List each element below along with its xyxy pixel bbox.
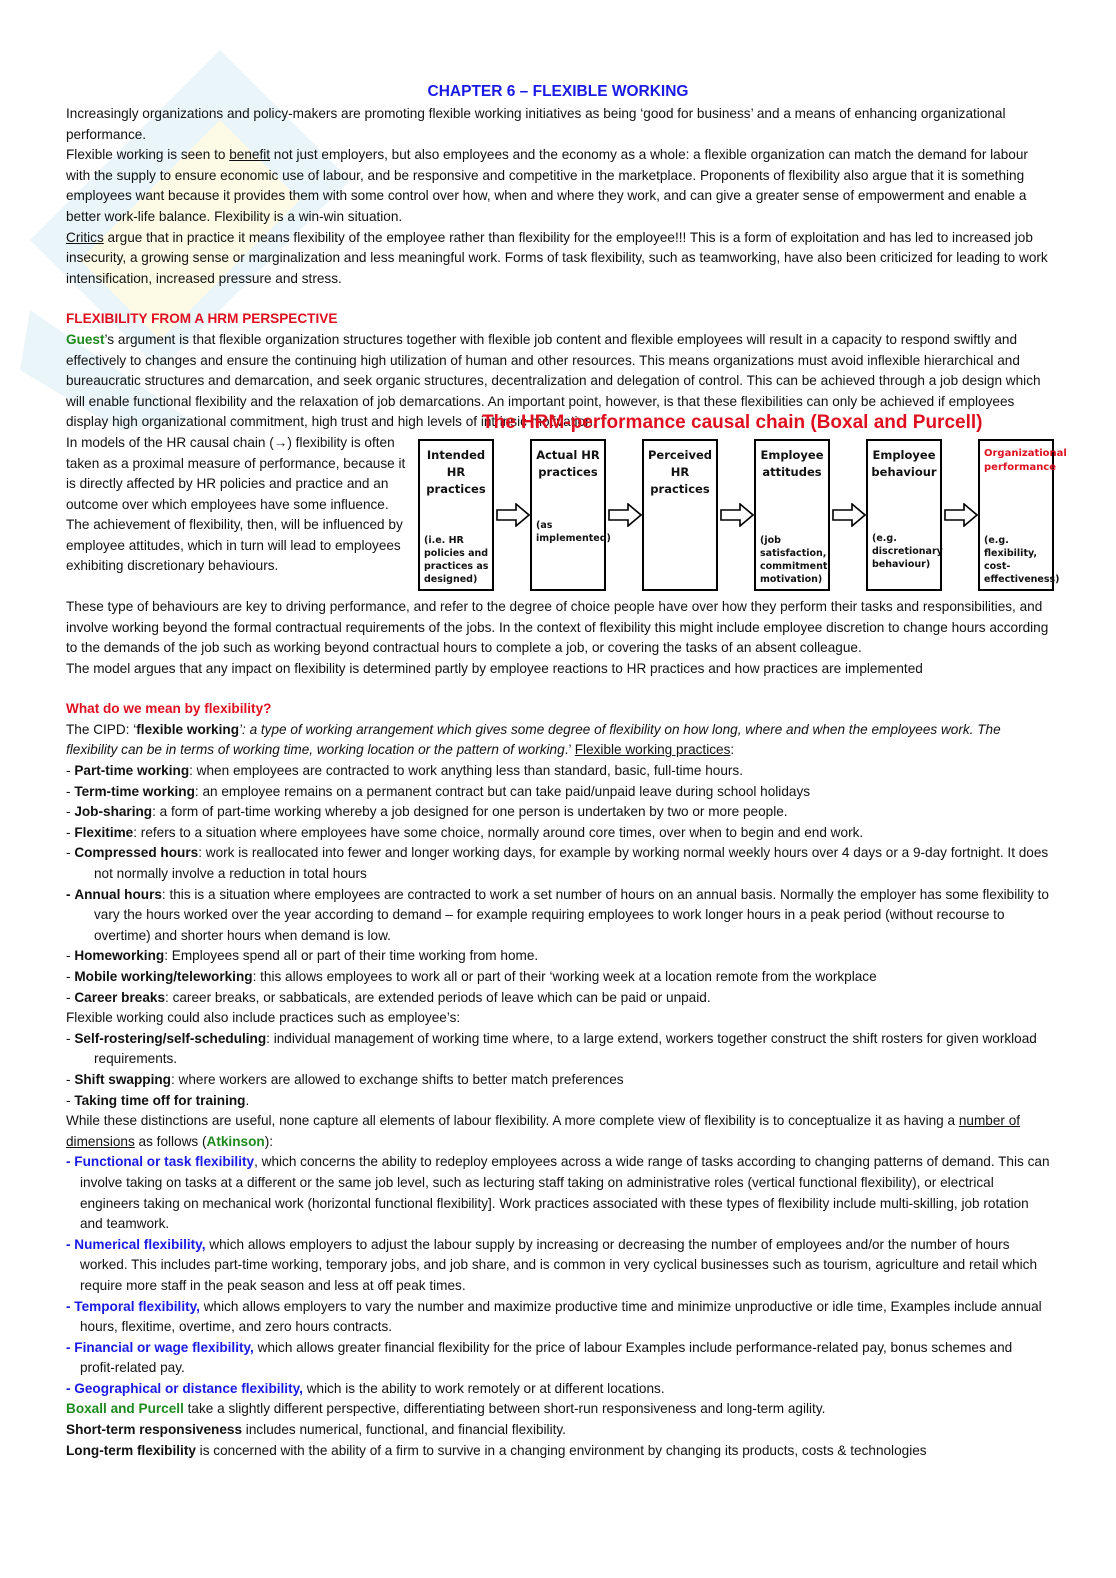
boxall-purcell-author: Boxall and Purcell bbox=[66, 1401, 184, 1417]
hrm-paragraph-2: These type of behaviours are key to driving performance, and refer to the degree of choice people have over how they perform their tasks and responsibilities, and involve working beyond the formal contractual requirements of the jobs. In the context of flexibility this might include employee discretion to change hours according to the demands of the job such as working beyond contractual hours to complete a job, or covering the tasks of an absent colleague. bbox=[66, 598, 1049, 656]
hrm-paragraph-3: The model argues that any impact on flexibility is determined partly by employee reactions to HR practices and how practices are implemented bbox=[66, 660, 923, 676]
chain-box-employee-attitudes: Employee attitudes (job satisfaction, commitment motivation) bbox=[754, 439, 830, 591]
list-item: - Annual hours: this is a situation where employees are contracted to work a set number of hours on an annual basis. Normally the employer has some flexibility to vary the hours worked over the year according to demand – for example requiring employees to work longer hours in a peak period (without recourse to overtime) and shorter hours when demand is low. bbox=[66, 886, 1049, 943]
guest-author: Guest bbox=[66, 331, 105, 347]
list-item: - Shift swapping: where workers are allowed to exchange shifts to better match preferences bbox=[66, 1071, 624, 1087]
chain-box-employee-behaviour: Employee behaviour (e.g. discretionary behaviour) bbox=[866, 439, 942, 591]
short-term-text: Short-term responsiveness includes numerical, functional, and financial flexibility. bbox=[66, 1422, 566, 1438]
chain-arrow-icon bbox=[496, 503, 530, 527]
dimensions-intro: While these distinctions are useful, none capture all elements of labour flexibility. A more complete view of flexibility is to conceptualize it as having a number of dimensions as follows (Atkinson): bbox=[66, 1113, 1021, 1149]
boxall-purcell-text: Boxall and Purcell take a slightly different perspective, differentiating between short-run responsiveness and long-term agility. bbox=[66, 1401, 826, 1417]
also-include-text: Flexible working could also include practices such as employee’s: bbox=[66, 1010, 461, 1026]
causal-chain-figure bbox=[416, 411, 1067, 603]
list-item: - Compressed hours: work is reallocated into fewer and longer working days, for example by working normal weekly hours over 4 days or a 9-day fortnight. It does not normally involve a reduction in total hours bbox=[66, 845, 1049, 882]
document-page bbox=[66, 82, 1067, 1461]
flexibility-meaning-heading: What do we mean by flexibility? bbox=[66, 701, 272, 717]
chain-title: The HRM-performance causal chain (Boxal and Purcell) bbox=[482, 411, 983, 433]
dimension-item: - Financial or wage flexibility, which allows greater financial flexibility for the price of labour Examples include performance-related pay, bonus schemes and profit-related pay. bbox=[66, 1339, 1013, 1376]
intro-paragraph-2: Flexible working is seen to benefit not just employers, but also employees and the economy as a whole: a flexible organization can match the demand for labour with the supply to ensure economic use of labour, and be responsive and competitive in the marketplace. Proponents of flexibility also argue that it is something employees want because it provides them with some control over how, when and where they work, and can give a greater sense of empowerment and enable a better work-life balance. Flexibility is a win-win situation. bbox=[66, 147, 1028, 224]
list-item: - Term-time working: an employee remains on a permanent contract but can take paid/unpaid leave during school holidays bbox=[66, 783, 811, 799]
list-item: - Homeworking: Employees spend all or part of their time working from home. bbox=[66, 948, 539, 964]
dimension-item: - Temporal flexibility, which allows employers to vary the number and maximize productive time and minimize unproductive or idle time, Examples include annual hours, flexitime, overtime, and zero hours contracts. bbox=[66, 1298, 1042, 1335]
list-item: - Job-sharing: a form of part-time working whereby a job designed for one person is undertaken by two or more people. bbox=[66, 804, 788, 820]
benefit-term: benefit bbox=[229, 147, 271, 163]
intro-paragraph-3: Critics argue that in practice it means flexibility of the employee rather than flexibility for the employee!!! This is a form of exploitation and has led to increased job insecurity, a growing sense or marginalization and less meaningful work. Forms of task flexibility, such as teamworking, have also been criticized for leading to work intensification, increased pressure and stress. bbox=[66, 229, 1048, 286]
cipd-definition: The CIPD: ‘flexible working’: a type of working arrangement which gives some degree of flexibility on how long, where and when the employees work. The flexibility can be in terms of working time, working location or the pattern of working.’ Flexible working practices: bbox=[66, 721, 1001, 758]
page-title: CHAPTER 6 – FLEXIBLE WORKING bbox=[427, 83, 689, 100]
chain-box-intended-hr: Intended HR practices (i.e. HR policies and practices as designed) bbox=[418, 439, 494, 591]
long-term-text: Long-term flexibility is concerned with the ability of a firm to survive in a changing environment by changing its products, costs & technologies bbox=[66, 1442, 927, 1458]
dimension-item: - Functional or task flexibility, which concerns the ability to redeploy employees across a wide range of tasks according to changing patterns of demand. This can involve taking on tasks at a different or the same job level, such as lecturing staff taking on administrative roles (vertical functional flexibility), or electrical engineers taking on mechanical work (horizontal functional flexibility]. Work practices associated with these types of flexibility include multi-skilling, job rotation and teamwork. bbox=[66, 1154, 1050, 1232]
list-item: - Part-time working: when employees are contracted to work anything less than standard, basic, full-time hours. bbox=[66, 763, 743, 779]
list-item: - Flexitime: refers to a situation where employees have some choice, normally around core times, over when to begin and end work. bbox=[66, 824, 864, 840]
list-item: - Taking time off for training. bbox=[66, 1092, 250, 1108]
chain-arrow-icon bbox=[720, 503, 754, 527]
hrm-side-text: In models of the HR causal chain (→) flexibility is often taken as a proximal measure of performance, because it is directly affected by HR policies and practice and an outcome over which employees have some influence. The achievement of flexibility, then, will be influenced by employee attitudes, which in turn will lead to employees exhibiting discretionary behaviours. bbox=[66, 434, 406, 574]
intro-paragraph-1: Increasingly organizations and policy-makers are promoting flexible working initiatives as being ‘good for business’ and a means of enhancing organizational performance. bbox=[66, 106, 1006, 142]
list-item: - Mobile working/teleworking: this allows employees to work all or part of their ‘working week at a location remote from the workplace bbox=[66, 969, 877, 984]
hrm-paragraph-1: Guest’s argument is that flexible organization structures together with flexible job content and flexible employees will result in a capacity to respond swiftly and effectively to changes and ensure the continuing high utilization of human and other resources. This means organizations must avoid inflexible hierarchical and bureaucratic structures and demarcation, and seek organic structures, decentralization and delegation of control. This can be achieved through a job design which will enable functional flexibility and the relaxation of job demarcations. An important point, however, is that these flexibilities can only be achieved if employees display high organizational commitment, high trust and high levels of intrinsic motivation. bbox=[66, 331, 1041, 430]
chain-arrow-icon bbox=[944, 503, 978, 527]
chain-box-perceived-hr: Perceived HR practices bbox=[642, 439, 718, 591]
chain-arrow-icon bbox=[832, 503, 866, 527]
chain-box-organizational-performance: Organizational performance (e.g. flexibility, cost-effectiveness) bbox=[978, 439, 1054, 591]
list-item: - Career breaks: career breaks, or sabbaticals, are extended periods of leave which can be paid or unpaid. bbox=[66, 989, 711, 1005]
hrm-heading: FLEXIBILITY FROM A HRM PERSPECTIVE bbox=[66, 311, 338, 327]
atkinson-author: Atkinson bbox=[206, 1133, 265, 1149]
critics-term: Critics bbox=[66, 229, 104, 245]
causal-chain-section bbox=[66, 411, 1067, 597]
dimension-item: - Geographical or distance flexibility, which is the ability to work remotely or at different locations. bbox=[66, 1380, 665, 1396]
dimension-item: - Numerical flexibility, which allows employers to adjust the labour supply by increasing or decreasing the number of employees and/or the number of hours worked. This includes part-time working, temporary jobs, and job share, and is common in very cyclical businesses such as tourism, agriculture and retail which require more staff in the peak season and less at off peak times. bbox=[66, 1236, 1038, 1293]
chain-box-actual-hr: Actual HR practices (as implemented) bbox=[530, 439, 606, 591]
list-item: - Self-rostering/self-scheduling: individual management of working time where, to a large extend, workers together construct the shift rosters for given workload requirements. bbox=[66, 1030, 1037, 1067]
chain-arrow-icon bbox=[608, 503, 642, 527]
